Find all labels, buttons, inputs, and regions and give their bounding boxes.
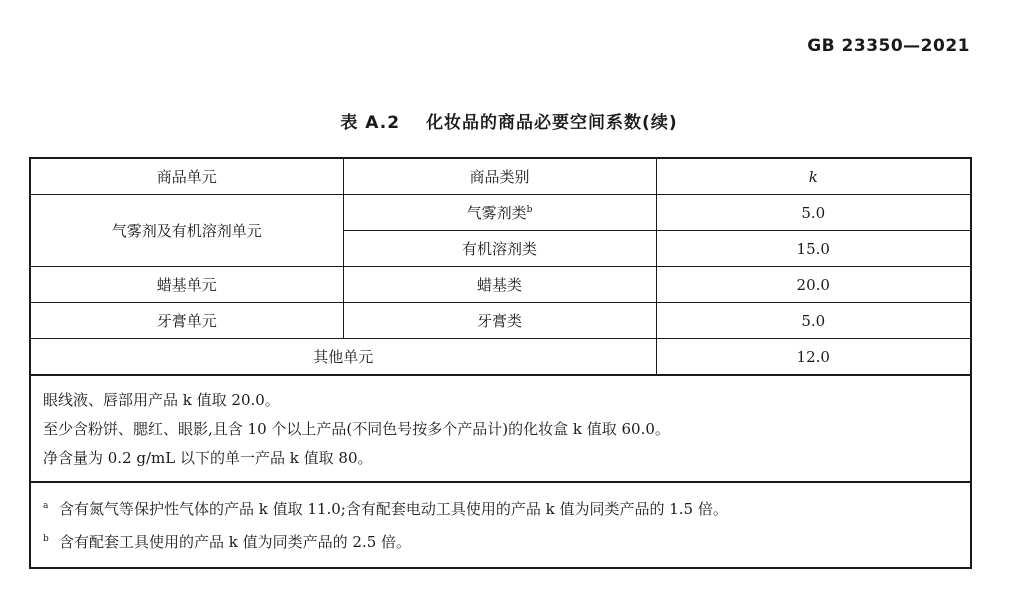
cell-wax-category: 蜡基类 — [343, 267, 656, 303]
aerosol-category-label: 气雾剂类 — [466, 203, 527, 222]
cell-other-unit: 其他单元 — [30, 339, 656, 376]
standard-code: GB 23350—2021 — [807, 36, 970, 56]
footnotes-row — [30, 482, 971, 568]
footnote-a — [43, 491, 954, 524]
note-line: 净含量为 0.2 g/mL 以下的单一产品 k 值取 80。 — [43, 449, 373, 467]
header-row — [30, 158, 971, 195]
note-line: 至少含粉饼、腮红、眼影,且含 10 个以上产品(不同色号按多个产品计)的化妆盒 k 值取 60.0。 — [43, 420, 670, 438]
cell-aerosol-unit: 气雾剂及有机溶剂单元 — [30, 195, 343, 267]
footnote-text: 含有配套工具使用的产品 k 值为同类产品的 2.5 倍。 — [59, 533, 412, 551]
cell-paste-k: 5.0 — [656, 303, 971, 339]
cell-paste-unit: 牙膏单元 — [30, 303, 343, 339]
footnote-ref-b: b — [526, 204, 533, 215]
header-category: 商品类别 — [343, 158, 656, 195]
footnotes-cell — [30, 482, 971, 568]
footnote-mark: b — [43, 534, 49, 544]
cell-other-k: 12.0 — [656, 339, 971, 376]
footnote-mark: a — [43, 501, 49, 511]
cell-aerosol-k: 5.0 — [656, 195, 971, 231]
table-caption: 化妆品的商品必要空间系数(续) — [426, 113, 678, 133]
footnote-text: 含有氮气等保护性气体的产品 k 值取 11.0;含有配套电动工具使用的产品 k 值为同类产品的 1.5 倍。 — [59, 500, 728, 518]
table-row — [30, 303, 971, 339]
table-row — [30, 339, 971, 376]
header-unit: 商品单元 — [30, 158, 343, 195]
notes-cell — [30, 375, 971, 482]
cell-wax-k: 20.0 — [656, 267, 971, 303]
table-title — [0, 108, 1018, 133]
table-row — [30, 195, 971, 231]
footnote-b — [43, 524, 954, 557]
header-k: k — [656, 158, 971, 195]
cell-solvent-category: 有机溶剂类 — [343, 231, 656, 267]
cell-aerosol-category — [343, 195, 656, 231]
note-line: 眼线液、唇部用产品 k 值取 20.0。 — [43, 391, 280, 409]
table-row — [30, 267, 971, 303]
notes-row — [30, 375, 971, 482]
cell-paste-category: 牙膏类 — [343, 303, 656, 339]
table-number: 表 A.2 — [340, 113, 401, 133]
coefficient-table — [29, 157, 972, 569]
cell-wax-unit: 蜡基单元 — [30, 267, 343, 303]
cell-solvent-k: 15.0 — [656, 231, 971, 267]
